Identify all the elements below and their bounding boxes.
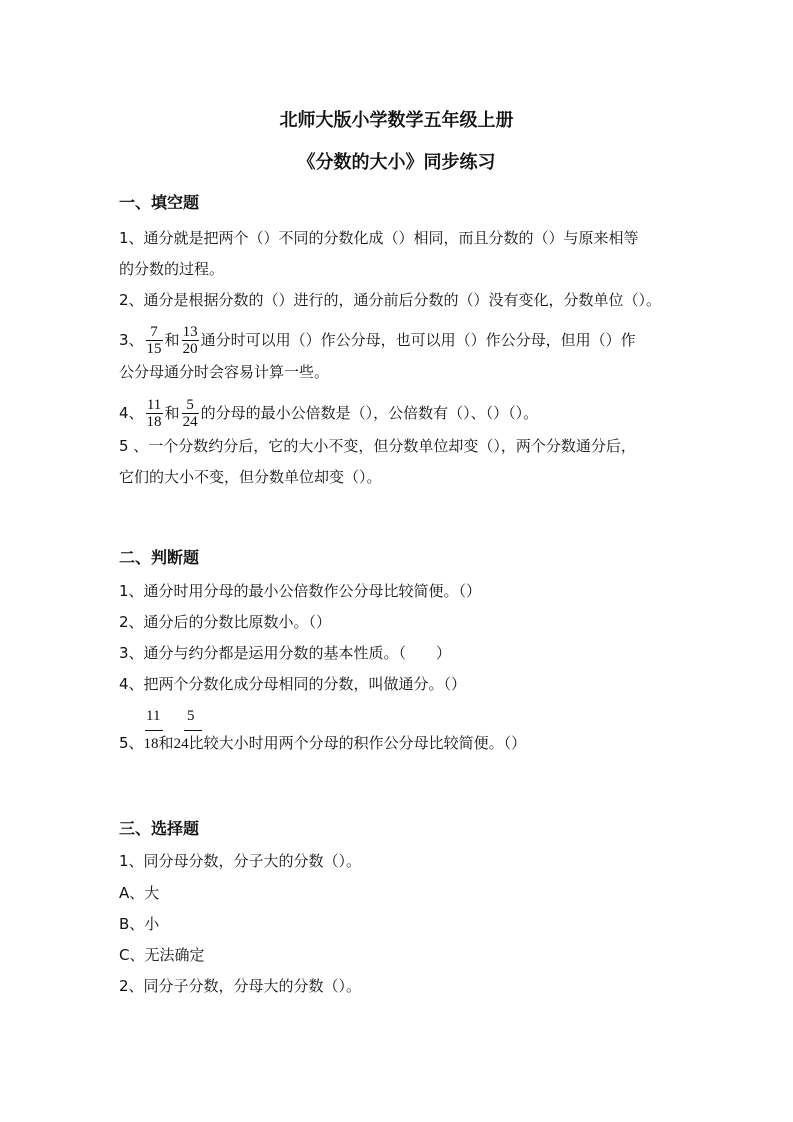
section-heading-fill-blank: 一、填空题	[119, 193, 200, 212]
fraction-numerator: 11	[146, 708, 161, 724]
fill-q2: 2、通分是根据分数的（）进行的，通分前后分数的（）没有变化，分数单位（）。	[119, 291, 662, 309]
tf-q5	[119, 733, 526, 754]
document-subtitle: 《分数的大小》同步练习	[297, 152, 496, 173]
fill-q5-line1: 5 、一个分数约分后，它的大小不变，但分数单位却变（），两个分数通分后，	[119, 437, 636, 455]
fill-q3-and: 和	[164, 331, 180, 349]
fraction-denominator: 18	[143, 736, 159, 752]
tf-q5-suffix: 比较大小时用两个分母的积作公分母比较简便。（）	[188, 734, 527, 752]
fraction-denominator: 15	[146, 341, 162, 357]
fraction-numerator: 11	[146, 397, 162, 413]
fill-q4-prefix: 4、	[119, 404, 144, 422]
fraction-numerator: 5	[187, 708, 195, 724]
section-heading-multiple-choice: 三、选择题	[119, 819, 200, 838]
fill-q4	[119, 397, 538, 430]
fraction-bar	[184, 730, 202, 731]
section-heading-true-false: 二、判断题	[119, 548, 200, 567]
mc-q1-option-b: B、小	[119, 915, 160, 933]
fraction-denominator: 20	[182, 341, 198, 357]
fill-q4-and: 和	[164, 404, 180, 422]
mc-q2: 2、同分子分数，分母大的分数（）。	[119, 977, 362, 995]
fill-q3-line2: 公分母通分时会容易计算一些。	[119, 363, 330, 381]
fraction-denominator: 24	[173, 736, 189, 752]
tf-q5-prefix: 5、	[119, 734, 144, 752]
fraction-numerator: 7	[146, 324, 163, 341]
document-title: 北师大版小学数学五年级上册	[279, 110, 514, 131]
tf-q5-and: 和	[158, 734, 174, 752]
fraction-13-20	[182, 324, 199, 357]
fraction-5-24	[182, 397, 199, 430]
fraction-denominator: 24	[182, 414, 198, 430]
fill-q1-line2: 的分数的过程。	[119, 260, 225, 278]
fraction-11-18	[146, 397, 163, 430]
fraction-denominator: 18	[146, 414, 162, 430]
fraction-numerator: 13	[182, 324, 198, 340]
fill-q5-line2: 它们的大小不变，但分数单位却变（）。	[119, 468, 382, 486]
fill-q3-prefix: 3、	[119, 331, 144, 349]
mc-q1: 1、同分母分数，分子大的分数（）。	[119, 852, 362, 870]
mc-q1-option-a: A、大	[119, 884, 160, 902]
fill-q1-line1: 1、通分就是把两个（）不同的分数化成（）相同，而且分数的（）与原来相等	[119, 229, 639, 247]
fill-q4-suffix: 的分母的最小公倍数是（），公倍数有（）、（）（）。	[200, 404, 539, 422]
tf-q2: 2、通分后的分数比原数小。（）	[119, 613, 332, 631]
fill-q3-suffix: 通分时可以用（）作公分母，也可以用（）作公分母，但用（）作	[200, 331, 636, 349]
tf-q1: 1、通分时用分母的最小公倍数作公分母比较简便。（）	[119, 582, 482, 600]
tf-q3: 3、通分与约分都是运用分数的基本性质。（ ）	[119, 644, 452, 662]
fill-q3-line1	[119, 324, 636, 357]
tf-q4: 4、把两个分数化成分母相同的分数，叫做通分。（）	[119, 675, 467, 693]
mc-q1-option-c: C、无法确定	[119, 946, 205, 964]
fraction-numerator: 5	[182, 397, 199, 414]
fraction-bar	[145, 730, 163, 731]
fraction-7-15	[146, 324, 163, 357]
